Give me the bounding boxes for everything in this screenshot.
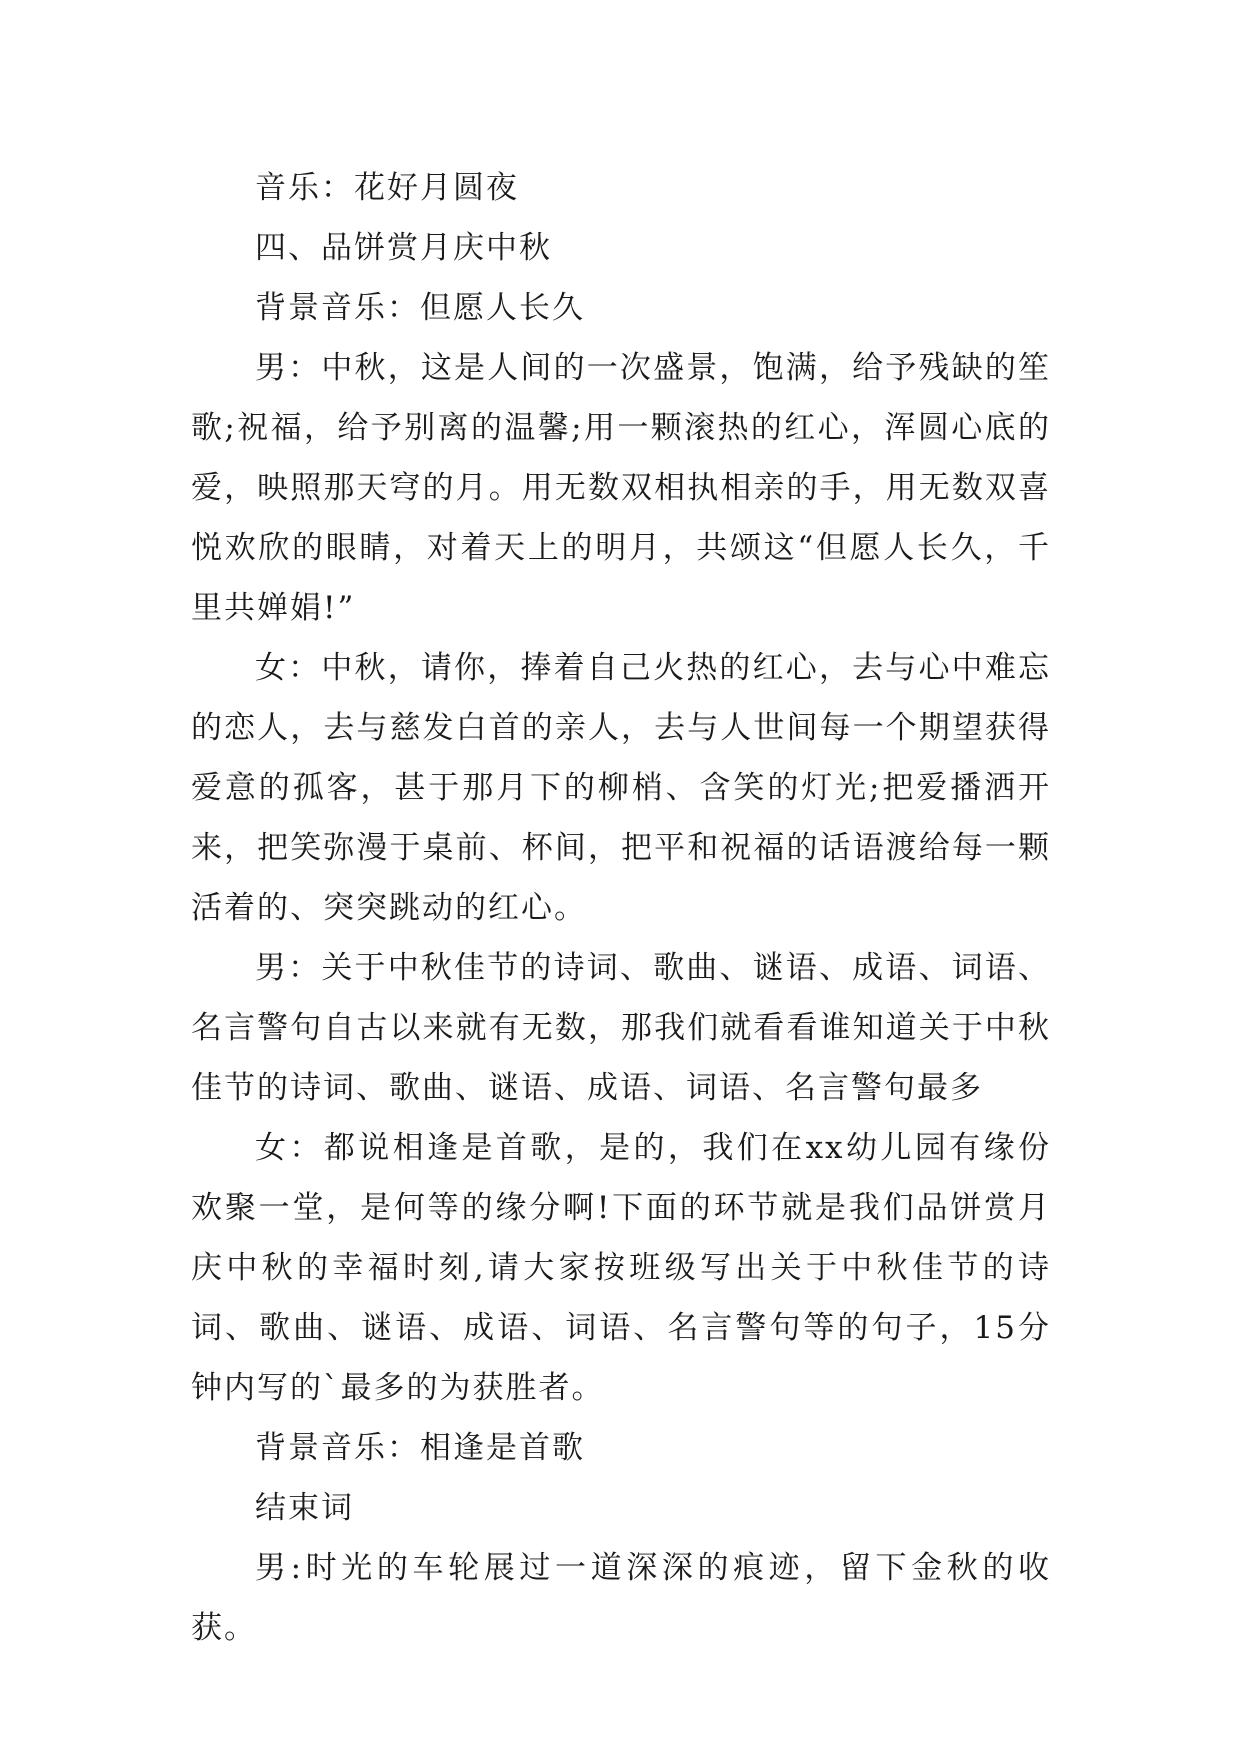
paragraph-music-title: 音乐：花好月圆夜 [255, 170, 519, 206]
paragraph-male-speech-1: 男：中秋，这是人间的一次盛景，饱满，给予残缺的笙歌;祝福，给予别离的温馨;用一颗滚热的红心，浑圆心底的爱，映照那天穹的月。用无数双相执相亲的手，用无数双喜悦欢欣的眼睛，对着天上的明月，共颂这“但愿人长久，千里共婵娟!” [191, 350, 1051, 626]
paragraph-female-speech-1: 女：中秋，请你，捧着自己火热的红心，去与心中难忘的恋人，去与慈发白首的亲人，去与人世间每一个期望获得爱意的孤客，甚于那月下的柳梢、含笑的灯光;把爱播洒开来，把笑弥漫于桌前、杯间，把平和祝福的话语渡给每一颗活着的、突突跳动的红心。 [191, 650, 1051, 926]
paragraph-closing-heading: 结束词 [255, 1490, 354, 1526]
paragraph-male-speech-2: 男：关于中秋佳节的诗词、歌曲、谜语、成语、词语、名言警句自古以来就有无数，那我们就看看谁知道关于中秋佳节的诗词、歌曲、谜语、成语、词语、名言警句最多 [191, 950, 1051, 1106]
paragraph-background-music: 背景音乐：但愿人长久 [255, 290, 585, 326]
paragraph-female-speech-2: 女：都说相逢是首歌，是的，我们在xx幼儿园有缘份欢聚一堂，是何等的缘分啊!下面的环节就是我们品饼赏月庆中秋的幸福时刻,请大家按班级写出关于中秋佳节的诗词、歌曲、谜语、成语、词语、名言警句等的句子，15分钟内写的`最多的为获胜者。 [191, 1130, 1051, 1406]
paragraph-background-music-2: 背景音乐：相逢是首歌 [255, 1430, 585, 1466]
paragraph-section-heading: 四、品饼赏月庆中秋 [255, 230, 552, 266]
paragraph-male-closing: 男:时光的车轮展过一道深深的痕迹，留下金秋的收获。 [191, 1550, 1051, 1646]
document-body [191, 158, 1051, 1658]
